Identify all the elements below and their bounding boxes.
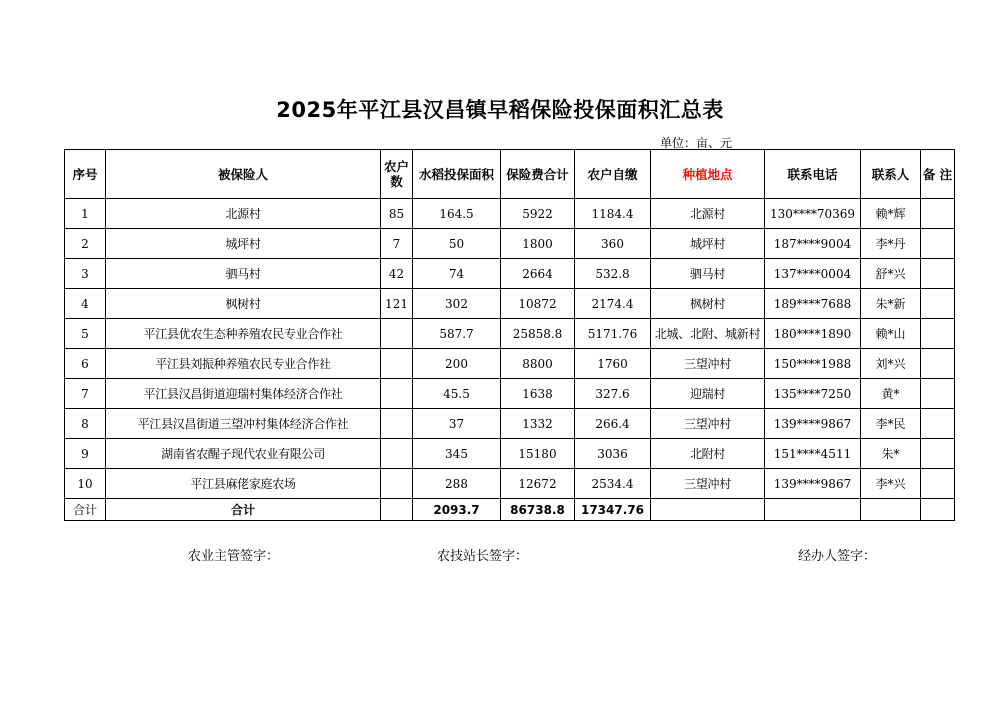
row-farmers <box>381 469 413 499</box>
table-row <box>65 469 955 499</box>
row-area: 50 <box>413 229 501 259</box>
row-farmers <box>381 379 413 409</box>
header-phone: 联系电话 <box>765 150 861 199</box>
row-premium: 8800 <box>501 349 575 379</box>
row-remark <box>921 439 955 469</box>
row-seq: 4 <box>65 289 106 319</box>
row-location: 北城、北附、城新村 <box>651 319 765 349</box>
row-insured: 北源村 <box>106 199 381 229</box>
row-area: 302 <box>413 289 501 319</box>
row-location: 迎瑞村 <box>651 379 765 409</box>
row-remark <box>921 289 955 319</box>
row-contact: 黄* <box>861 379 921 409</box>
row-insured: 平江县优农生态种养殖农民专业合作社 <box>106 319 381 349</box>
row-farmers: 42 <box>381 259 413 289</box>
row-area: 45.5 <box>413 379 501 409</box>
row-self-pay: 360 <box>575 229 651 259</box>
row-self-pay: 327.6 <box>575 379 651 409</box>
header-area: 水稻投保面积 <box>413 150 501 199</box>
row-area: 37 <box>413 409 501 439</box>
row-seq: 6 <box>65 349 106 379</box>
row-contact: 李*丹 <box>861 229 921 259</box>
row-location: 三望冲村 <box>651 349 765 379</box>
row-premium: 1638 <box>501 379 575 409</box>
header-seq: 序号 <box>65 150 106 199</box>
row-phone: 135****7250 <box>765 379 861 409</box>
row-area: 587.7 <box>413 319 501 349</box>
row-seq: 1 <box>65 199 106 229</box>
row-seq: 5 <box>65 319 106 349</box>
total-farmers <box>381 499 413 521</box>
row-insured: 城坪村 <box>106 229 381 259</box>
row-area: 200 <box>413 349 501 379</box>
header-row <box>65 150 955 199</box>
header-remark: 备 注 <box>921 150 955 199</box>
row-seq: 3 <box>65 259 106 289</box>
row-insured: 驷马村 <box>106 259 381 289</box>
row-contact: 舒*兴 <box>861 259 921 289</box>
row-area: 288 <box>413 469 501 499</box>
row-self-pay: 2534.4 <box>575 469 651 499</box>
row-insured: 平江县汉昌街道三望冲村集体经济合作社 <box>106 409 381 439</box>
row-contact: 李*民 <box>861 409 921 439</box>
row-farmers <box>381 439 413 469</box>
total-seq: 合计 <box>65 499 106 521</box>
row-phone: 130****70369 <box>765 199 861 229</box>
header-self-pay: 农户自缴 <box>575 150 651 199</box>
row-area: 345 <box>413 439 501 469</box>
table-row <box>65 319 955 349</box>
row-location: 三望冲村 <box>651 469 765 499</box>
row-insured: 平江县汉昌街道迎瑞村集体经济合作社 <box>106 379 381 409</box>
row-phone: 150****1988 <box>765 349 861 379</box>
total-row <box>65 499 955 521</box>
row-farmers: 121 <box>381 289 413 319</box>
header-contact: 联系人 <box>861 150 921 199</box>
row-premium: 5922 <box>501 199 575 229</box>
row-insured: 平江县刘振种养殖农民专业合作社 <box>106 349 381 379</box>
row-contact: 赖*山 <box>861 319 921 349</box>
header-farmers: 农户数 <box>381 150 413 199</box>
unit-label: 单位：亩、元 <box>660 136 733 150</box>
row-seq: 9 <box>65 439 106 469</box>
row-premium: 2664 <box>501 259 575 289</box>
row-phone: 139****9867 <box>765 469 861 499</box>
signature-handler: 经办人签字： <box>798 549 877 564</box>
row-remark <box>921 229 955 259</box>
row-contact: 赖*辉 <box>861 199 921 229</box>
row-area: 164.5 <box>413 199 501 229</box>
row-farmers <box>381 409 413 439</box>
row-premium: 15180 <box>501 439 575 469</box>
total-self-pay: 17347.76 <box>575 499 651 521</box>
row-phone: 187****9004 <box>765 229 861 259</box>
header-location: 种植地点 <box>651 150 765 199</box>
row-location: 城坪村 <box>651 229 765 259</box>
row-farmers <box>381 319 413 349</box>
total-remark <box>921 499 955 521</box>
header-insured: 被保险人 <box>106 150 381 199</box>
row-insured: 平江县麻佬家庭农场 <box>106 469 381 499</box>
row-seq: 8 <box>65 409 106 439</box>
row-location: 驷马村 <box>651 259 765 289</box>
row-phone: 189****7688 <box>765 289 861 319</box>
row-self-pay: 266.4 <box>575 409 651 439</box>
table-row <box>65 379 955 409</box>
row-phone: 180****1890 <box>765 319 861 349</box>
row-remark <box>921 259 955 289</box>
row-phone: 137****0004 <box>765 259 861 289</box>
row-self-pay: 3036 <box>575 439 651 469</box>
row-seq: 7 <box>65 379 106 409</box>
document-title: 2025年平江县汉昌镇早稻保险投保面积汇总表 <box>276 98 724 122</box>
row-location: 北附村 <box>651 439 765 469</box>
row-premium: 12672 <box>501 469 575 499</box>
row-location: 北源村 <box>651 199 765 229</box>
table-row <box>65 439 955 469</box>
row-insured: 湖南省农醒子现代农业有限公司 <box>106 439 381 469</box>
row-remark <box>921 349 955 379</box>
row-self-pay: 5171.76 <box>575 319 651 349</box>
row-contact: 朱* <box>861 439 921 469</box>
summary-table <box>64 149 955 521</box>
row-farmers: 7 <box>381 229 413 259</box>
row-self-pay: 1184.4 <box>575 199 651 229</box>
total-insured: 合计 <box>106 499 381 521</box>
row-contact: 朱*新 <box>861 289 921 319</box>
row-premium: 10872 <box>501 289 575 319</box>
row-location: 枫树村 <box>651 289 765 319</box>
row-phone: 139****9867 <box>765 409 861 439</box>
table-row <box>65 349 955 379</box>
table-row <box>65 259 955 289</box>
row-premium: 1332 <box>501 409 575 439</box>
row-premium: 1800 <box>501 229 575 259</box>
row-self-pay: 2174.4 <box>575 289 651 319</box>
total-area: 2093.7 <box>413 499 501 521</box>
signature-agri-supervisor: 农业主管签字： <box>188 549 280 564</box>
row-remark <box>921 319 955 349</box>
total-premium: 86738.8 <box>501 499 575 521</box>
signature-station-head: 农技站长签字： <box>437 549 529 564</box>
row-self-pay: 1760 <box>575 349 651 379</box>
table-row <box>65 229 955 259</box>
row-seq: 2 <box>65 229 106 259</box>
row-remark <box>921 409 955 439</box>
row-premium: 25858.8 <box>501 319 575 349</box>
row-phone: 151****4511 <box>765 439 861 469</box>
row-insured: 枫树村 <box>106 289 381 319</box>
table-row <box>65 409 955 439</box>
table-row <box>65 199 955 229</box>
row-contact: 刘*兴 <box>861 349 921 379</box>
table-row <box>65 289 955 319</box>
row-farmers <box>381 349 413 379</box>
total-location <box>651 499 765 521</box>
row-remark <box>921 469 955 499</box>
header-premium: 保险费合计 <box>501 150 575 199</box>
row-contact: 李*兴 <box>861 469 921 499</box>
total-phone <box>765 499 861 521</box>
row-self-pay: 532.8 <box>575 259 651 289</box>
row-remark <box>921 199 955 229</box>
row-location: 三望冲村 <box>651 409 765 439</box>
row-remark <box>921 379 955 409</box>
total-contact <box>861 499 921 521</box>
row-farmers: 85 <box>381 199 413 229</box>
row-seq: 10 <box>65 469 106 499</box>
row-area: 74 <box>413 259 501 289</box>
